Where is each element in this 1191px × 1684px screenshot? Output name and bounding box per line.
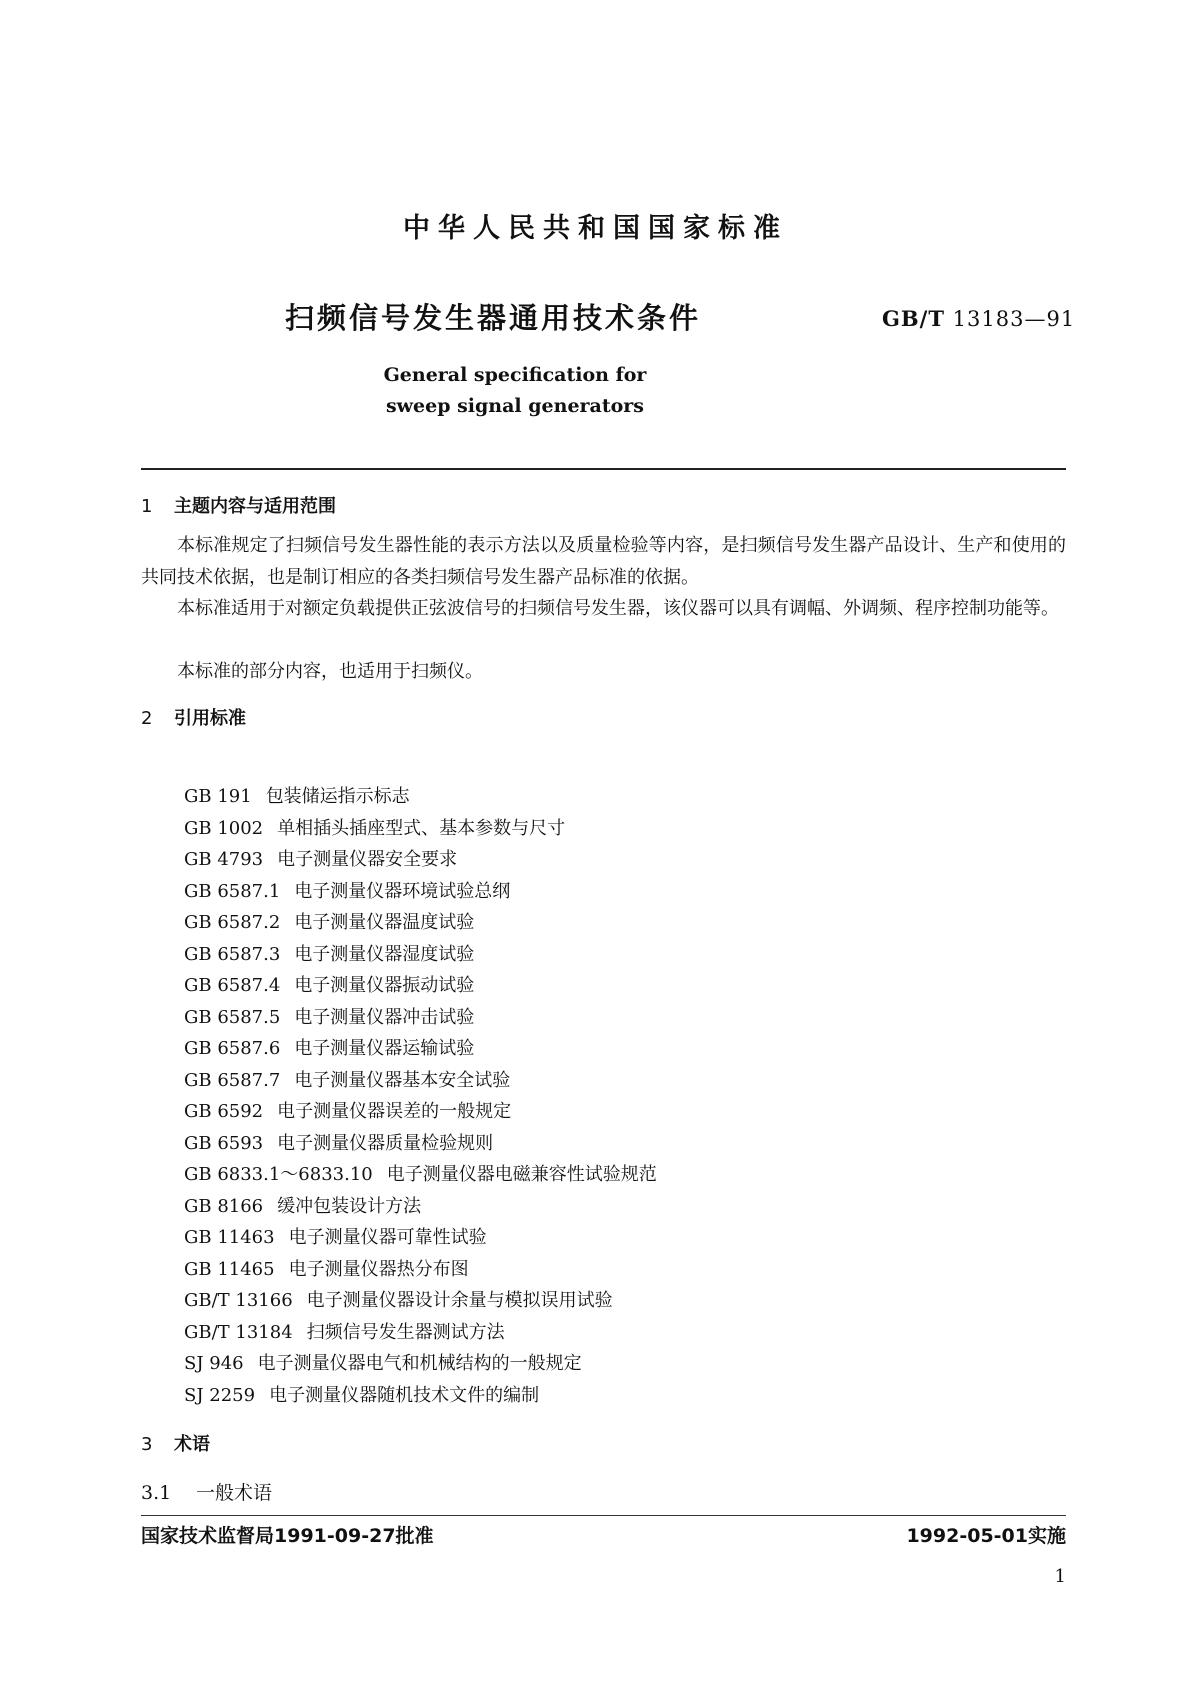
- reference-title: 电子测量仪器温度试验: [294, 912, 475, 933]
- reference-item: [184, 1096, 657, 1128]
- reference-code: GB 8166: [184, 1195, 264, 1217]
- reference-item: [184, 1191, 657, 1223]
- reference-code: GB 6587.5: [184, 1006, 281, 1028]
- section-2-heading: [141, 704, 246, 730]
- reference-item: [184, 1128, 657, 1160]
- reference-item: [184, 1159, 657, 1191]
- title-en-line2: sweep signal generators: [385, 395, 645, 417]
- reference-item: [184, 781, 657, 813]
- subsection-title: 一般术语: [196, 1482, 273, 1504]
- reference-item: [184, 1317, 657, 1349]
- reference-code: GB 6592: [184, 1101, 264, 1122]
- reference-title: 电子测量仪器电磁兼容性试验规范: [386, 1164, 657, 1185]
- section-title: 引用标准: [174, 708, 246, 729]
- reference-code: GB 11463: [184, 1227, 275, 1248]
- reference-title: 电子测量仪器振动试验: [294, 975, 475, 996]
- reference-title: 电子测量仪器环境试验总纲: [294, 880, 511, 902]
- standard-code-prefix: GB/T: [882, 306, 945, 331]
- subsection-number: 3.1: [141, 1482, 172, 1504]
- footer-divider: [141, 1515, 1066, 1516]
- reference-code: GB 6833.1～6833.10: [184, 1164, 373, 1185]
- reference-list: [184, 781, 657, 1411]
- reference-code: SJ 946: [184, 1353, 244, 1374]
- reference-code: GB 6587.2: [184, 912, 281, 933]
- reference-code: GB 6587.7: [184, 1069, 281, 1091]
- reference-item: [184, 939, 657, 971]
- reference-item: [184, 1222, 657, 1254]
- paragraph: 本标准的部分内容，也适用于扫频仪。: [177, 661, 483, 682]
- approval-note: 国家技术监督局1991-09-27批准: [141, 1525, 434, 1547]
- document-title-en: [0, 360, 1030, 422]
- reference-code: GB 11465: [184, 1258, 275, 1280]
- reference-title: 电子测量仪器热分布图: [288, 1258, 469, 1280]
- reference-item: [184, 1254, 657, 1286]
- reference-code: GB 6587.3: [184, 943, 281, 965]
- page-number: 1: [1054, 1566, 1066, 1587]
- reference-item: [184, 1380, 657, 1412]
- section-number: 1: [141, 496, 153, 517]
- national-standard-heading: 中华人民共和国国家标准: [403, 213, 788, 244]
- reference-code: GB 4793: [184, 849, 264, 870]
- reference-item: [184, 1033, 657, 1065]
- reference-title: 电子测量仪器质量检验规则: [277, 1132, 494, 1154]
- reference-code: GB 6587.1: [184, 880, 281, 902]
- paragraph: 本标准规定了扫频信号发生器性能的表示方法以及质量检验等内容，是扫频信号发生器产品设计、生产和使用的共同技术依据，也是制订相应的各类扫频信号发生器产品标准的依据。: [141, 535, 1066, 588]
- title-en-line1: General specification for: [383, 364, 647, 386]
- reference-title: 电子测量仪器随机技术文件的编制: [269, 1384, 540, 1406]
- reference-item: [184, 813, 657, 845]
- reference-code: GB 6593: [184, 1132, 264, 1154]
- subsection-3-1-heading: [141, 1478, 272, 1505]
- reference-title: 电子测量仪器安全要求: [277, 849, 458, 870]
- reference-code: GB 1002: [184, 817, 264, 839]
- reference-code: GB 6587.4: [184, 975, 281, 996]
- reference-title: 单相插头插座型式、基本参数与尺寸: [277, 817, 566, 839]
- section-number: 3: [141, 1434, 153, 1455]
- section-title: 术语: [174, 1434, 210, 1455]
- reference-title: 扫频信号发生器测试方法: [306, 1321, 505, 1343]
- section-3-heading: [141, 1430, 210, 1456]
- reference-title: 包装储运指示标志: [265, 786, 410, 807]
- header-divider: [141, 468, 1066, 470]
- reference-title: 缓冲包装设计方法: [277, 1195, 422, 1217]
- reference-title: 电子测量仪器可靠性试验: [288, 1227, 487, 1248]
- reference-item: [184, 1348, 657, 1380]
- reference-code: GB/T 13166: [184, 1290, 293, 1311]
- reference-title: 电子测量仪器设计余量与模拟误用试验: [306, 1290, 613, 1311]
- standard-code-number: 13183—91: [952, 307, 1076, 331]
- reference-title: 电子测量仪器电气和机械结构的一般规定: [257, 1353, 582, 1374]
- reference-code: GB 6587.6: [184, 1038, 281, 1059]
- paragraph: 本标准适用于对额定负载提供正弦波信号的扫频信号发生器，该仪器可以具有调幅、外调频、程序控制功能等。: [177, 598, 1059, 619]
- reference-title: 电子测量仪器基本安全试验: [294, 1069, 511, 1091]
- reference-title: 电子测量仪器误差的一般规定: [277, 1101, 512, 1122]
- reference-code: GB 191: [184, 786, 252, 807]
- reference-code: GB/T 13184: [184, 1321, 293, 1343]
- section-1-heading: [141, 492, 336, 518]
- reference-item: [184, 907, 657, 939]
- effective-date: 1992-05-01实施: [906, 1525, 1066, 1547]
- reference-item: [184, 844, 657, 876]
- section-number: 2: [141, 708, 153, 729]
- reference-item: [184, 1285, 657, 1317]
- reference-title: 电子测量仪器冲击试验: [294, 1006, 475, 1028]
- reference-code: SJ 2259: [184, 1384, 256, 1406]
- section-title: 主题内容与适用范围: [174, 496, 336, 517]
- reference-item: [184, 876, 657, 908]
- document-title-cn: 扫频信号发生器通用技术条件: [285, 301, 702, 335]
- standard-code: [882, 306, 1075, 331]
- reference-title: 电子测量仪器运输试验: [294, 1038, 475, 1059]
- reference-item: [184, 1002, 657, 1034]
- reference-item: [184, 1065, 657, 1097]
- reference-title: 电子测量仪器湿度试验: [294, 943, 475, 965]
- reference-item: [184, 970, 657, 1002]
